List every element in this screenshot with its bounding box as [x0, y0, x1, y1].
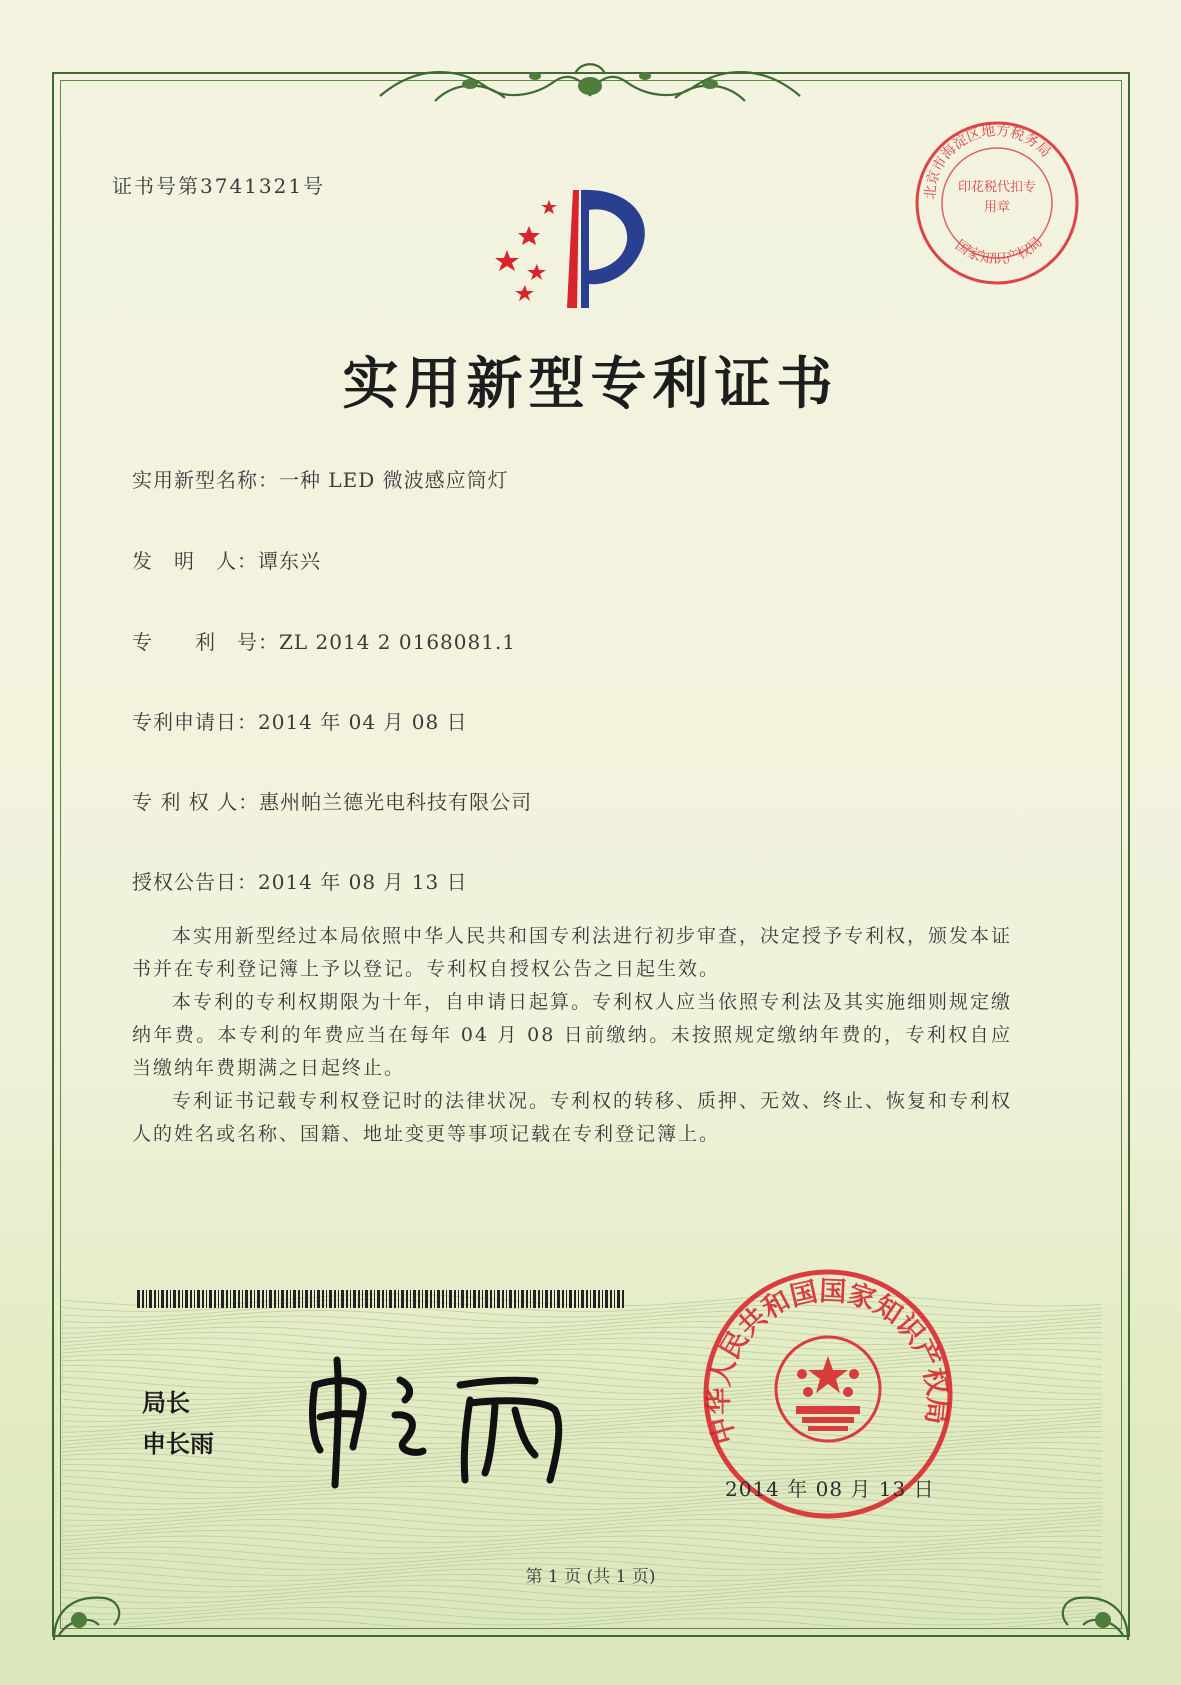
body-paragraph: 专利证书记载专利权登记时的法律状况。专利权的转移、质押、无效、终止、恢复和专利权人的姓名或名称、国籍、地址变更等事项记载在专利登记簿上。 [132, 1090, 1013, 1145]
field-value: 2014 年 08 月 13 日 [258, 870, 468, 894]
certificate-title: 实用新型专利证书 [342, 351, 839, 417]
top-ornament [375, 56, 805, 116]
field-label: 授权公告日： [132, 870, 258, 894]
tax-seal-bottom-text: 国家知识产权局 [951, 234, 1046, 268]
field-value: 惠州帕兰德光电科技有限公司 [259, 790, 533, 814]
director-signature [295, 1355, 625, 1495]
svg-text:国家知识产权局 [952, 234, 1046, 267]
field-label: 发 明 人： [132, 549, 258, 573]
tax-seal-stamp [912, 118, 1082, 288]
field-value: 2014 年 04 月 08 日 [258, 710, 468, 734]
field-grant-date [132, 866, 468, 895]
field-value: 一种 LED 微波感应筒灯 [279, 468, 509, 492]
tax-seal-top-text: 北京市海淀区地方税务局 [922, 123, 1054, 200]
page-number: 第 1 页 (共 1 页) [525, 1567, 656, 1587]
field-utility-model-name [132, 464, 509, 493]
field-value: ZL 2014 2 0168081.1 [279, 630, 517, 654]
director-name: 申长雨 [142, 1430, 214, 1458]
field-value: 谭东兴 [258, 549, 321, 573]
field-inventor [132, 545, 321, 574]
field-patent-number [132, 626, 516, 655]
seal-date: 2014 年 08 月 13 日 [725, 1477, 935, 1501]
field-label: 专利申请日： [132, 710, 258, 734]
field-label: 专 利 号： [132, 630, 279, 654]
seal-arc-text: 中华人民共和国国家知识产权局 [703, 1275, 953, 1448]
barcode [137, 1290, 625, 1308]
field-label: 实用新型名称： [132, 468, 279, 492]
patent-office-emblem-icon [485, 178, 675, 328]
field-label: 专 利 权 人： [132, 790, 260, 814]
bottom-left-ornament [44, 1580, 134, 1650]
certificate-body [132, 920, 1012, 1151]
bottom-right-ornament [1048, 1580, 1138, 1650]
certificate-number: 证书号第3741321号 [112, 174, 326, 198]
director-title: 局长 [142, 1389, 190, 1417]
tax-seal-center-text: 印花税代扣专用章 [957, 180, 1036, 215]
body-paragraph: 本实用新型经过本局依照中华人民共和国专利法进行初步审查，决定授予专利权，颁发本证书并在专利登记簿上予以登记。专利权自授权公告之日起生效。 [132, 925, 1013, 980]
body-paragraph: 本专利的专利权期限为十年，自申请日起算。专利权人应当依照专利法及其实施细则规定缴纳年费。本专利的年费应当在每年 04 月 08 日前缴纳。未按照规定缴纳年费的，专利权自应当缴纳年费期满之日起终止。 [132, 991, 1013, 1079]
field-patentee [132, 786, 532, 815]
field-filing-date [132, 706, 468, 735]
